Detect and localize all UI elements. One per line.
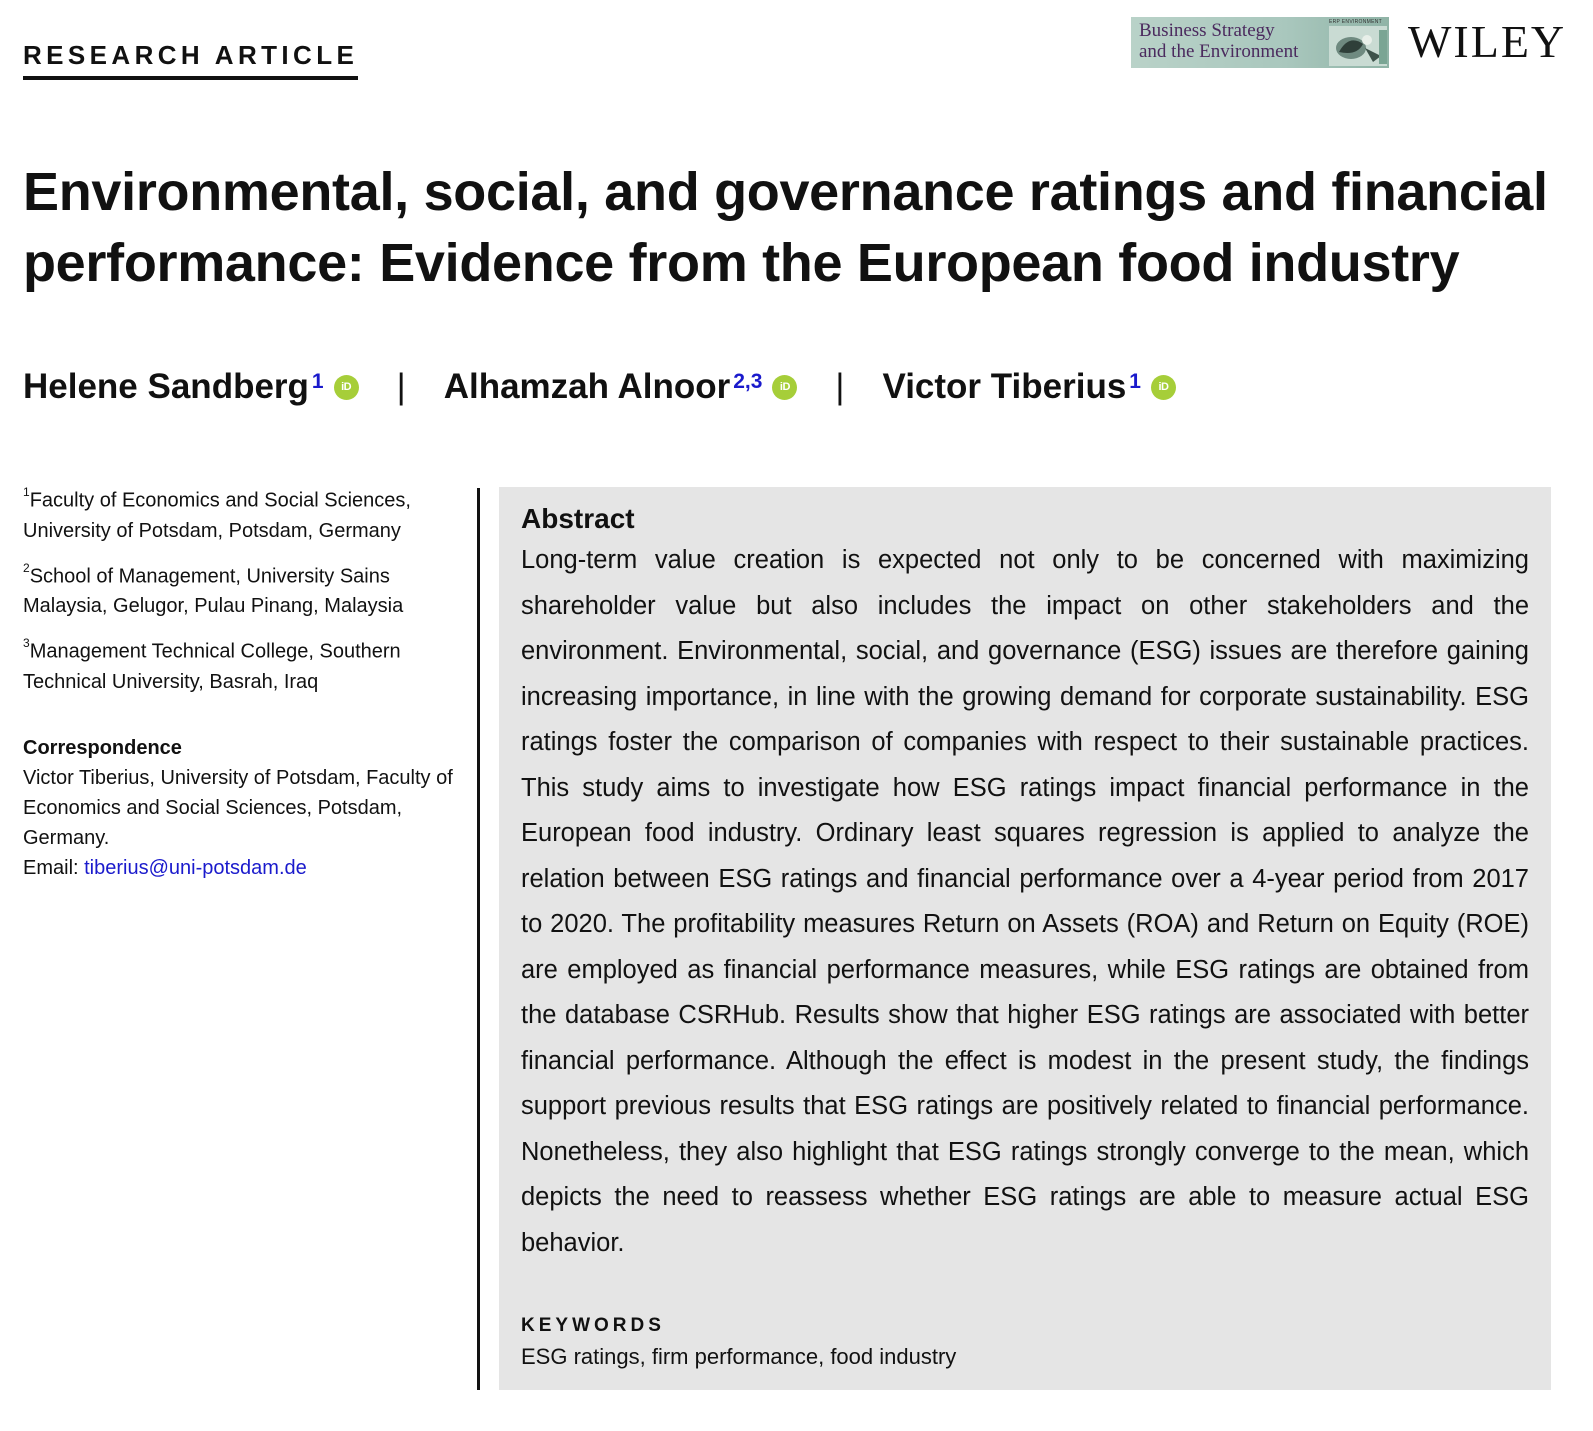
affiliations-column bbox=[23, 480, 463, 883]
affiliation-number: 2 bbox=[23, 560, 30, 575]
abstract-box bbox=[499, 487, 1551, 1390]
publisher-logo[interactable]: WILEY bbox=[1408, 16, 1567, 67]
author-alnoor[interactable] bbox=[444, 367, 798, 407]
author-name[interactable]: Alhamzah Alnoor bbox=[443, 367, 731, 406]
orcid-icon[interactable]: iD bbox=[1151, 375, 1176, 400]
journal-logo-line1: Business Strategy bbox=[1139, 20, 1275, 41]
orcid-icon[interactable]: iD bbox=[334, 375, 359, 400]
affiliation-1 bbox=[23, 480, 463, 546]
correspondence-email-line bbox=[23, 853, 463, 883]
affiliation-3 bbox=[23, 631, 463, 697]
article-type-label: RESEARCH ARTICLE bbox=[23, 40, 358, 80]
affiliation-ref[interactable]: 1 bbox=[311, 370, 324, 393]
abstract-text: Long-term value creation is expected not only to be concerned with maximizing shareholder value but also includes the impact on other stakeholders and the environment. Environmental, social, and governance (ESG) issues are therefore gaining increasing importance, in line with the growing demand for corporate sustainability. ESG ratings foster the comparison of companies with respect to their sustainable practices. This study aims to investigate how ESG ratings impact financial performance in the European food industry. Ordinary least squares regression is applied to analyze the relation between ESG ratings and financial performance over a 4-year period from 2017 to 2020. The profitability measures Return on Assets (ROA) and Return on Equity (ROE) are employed as financial performance measures, while ESG ratings are obtained from the database CSRHub. Results show that higher ESG ratings are associated with better financial performance. Although the effect is modest in the present study, the findings support previous results that ESG ratings are positively related to financial performance. Nonetheless, they also highlight that ESG ratings strongly converge to the mean, which depicts the need to reassess whether ESG ratings are able to measure actual ESG behavior. bbox=[521, 546, 1529, 1257]
keywords-heading: KEYWORDS bbox=[521, 1315, 665, 1336]
correspondence-text: Victor Tiberius, University of Potsdam, Faculty of Economics and Social Sciences, Potsdam, Germany. bbox=[23, 766, 453, 849]
keywords-text: ESG ratings, firm performance, food industry bbox=[521, 1344, 957, 1369]
affiliation-number: 1 bbox=[23, 485, 30, 499]
author-name[interactable]: Victor Tiberius bbox=[882, 367, 1127, 406]
author-separator: | bbox=[835, 367, 845, 406]
affiliation-text: Management Technical College, Southern Technical University, Basrah, Iraq bbox=[23, 640, 401, 693]
orcid-icon[interactable]: iD bbox=[772, 375, 797, 400]
affiliation-text: Faculty of Economics and Social Sciences, University of Potsdam, Potsdam, Germany bbox=[23, 489, 411, 542]
affiliation-ref[interactable]: 2,3 bbox=[733, 370, 763, 393]
email-label: Email: bbox=[23, 856, 85, 879]
article-title: Environmental, social, and governance ratings and financial performance: Evidence from the European food industry bbox=[23, 162, 1548, 293]
affiliation-text: School of Management, University Sains Malaysia, Gelugor, Pulau Pinang, Malaysia bbox=[23, 565, 404, 618]
journal-logo[interactable] bbox=[1131, 17, 1389, 68]
journal-logo-text bbox=[1139, 20, 1298, 62]
author-separator: | bbox=[396, 367, 406, 406]
author-list bbox=[23, 362, 1176, 412]
author-tiberius[interactable] bbox=[883, 367, 1176, 407]
affiliation-ref[interactable]: 1 bbox=[1129, 370, 1141, 393]
affiliation-number: 3 bbox=[23, 636, 30, 651]
author-name[interactable]: Helene Sandberg bbox=[23, 367, 309, 406]
correspondence-heading: Correspondence bbox=[23, 736, 182, 759]
abstract-heading: Abstract bbox=[521, 503, 635, 534]
journal-emblem-icon bbox=[1329, 26, 1387, 66]
affiliation-2 bbox=[23, 556, 463, 622]
journal-logo-line2: and the Environment bbox=[1139, 41, 1299, 62]
column-divider bbox=[477, 488, 480, 1390]
journal-logo-small-text: ERP ENVIRONMENT bbox=[1329, 19, 1383, 25]
email-link[interactable]: tiberius@uni-potsdam.de bbox=[84, 856, 307, 879]
author-sandberg[interactable] bbox=[23, 367, 359, 407]
